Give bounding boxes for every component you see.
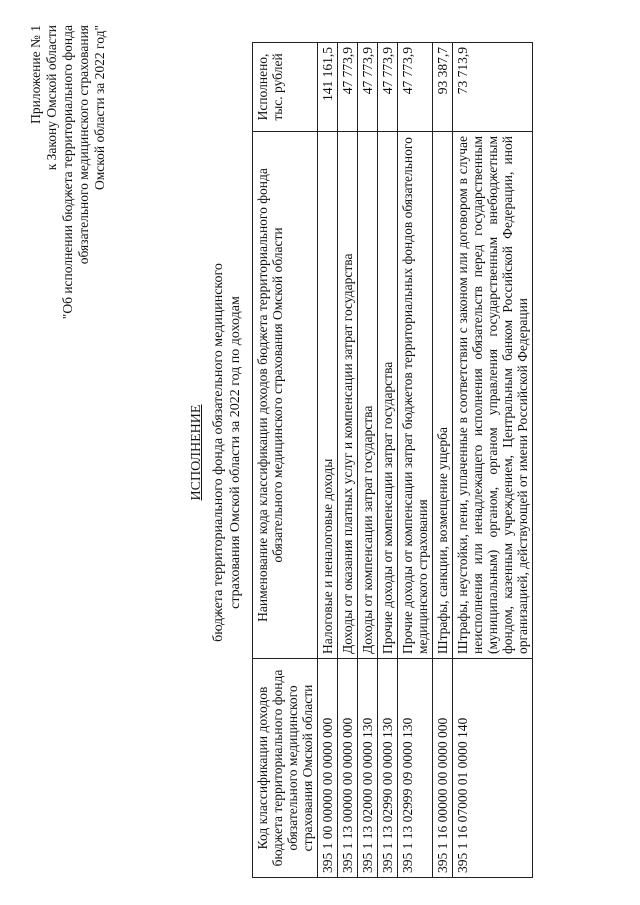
row-name: Прочие доходы от компенсации затрат государства [378, 132, 398, 659]
appendix-note [28, 25, 108, 365]
table-row [338, 43, 358, 878]
row-value: 93 387,7 [433, 43, 453, 132]
row-value: 141 161,5 [318, 43, 338, 132]
row-value: 73 713,9 [453, 43, 533, 132]
table-row [358, 43, 378, 878]
appendix-line: Омской области за 2022 год" [92, 25, 107, 191]
row-code: 395 1 13 02990 00 0000 130 [378, 659, 398, 878]
header-name: Наименование кода классификации доходов бюджета территориального фонда обязательного медицинского страхования Омской области [253, 132, 318, 659]
appendix-line: Приложение № 1 [28, 25, 43, 124]
row-name: Штрафы, неустойки, пени, уплаченные в соответствии с законом или договором в случае неисполнения или ненадлежащего исполнения обязательств перед государственным (муниципальным) органом, органом управления государственным внебюджетным фондом, казенным учреждением, Центральным банком Российской Федерации, иной организацией, действующей от имени Российской Федерации [453, 132, 533, 659]
row-name: Штрафы, санкции, возмещение ущерба [433, 132, 453, 659]
table-row [453, 43, 533, 878]
row-value: 47 773,9 [338, 43, 358, 132]
table-header-row [253, 43, 318, 878]
table-row [433, 43, 453, 878]
row-value: 47 773,9 [358, 43, 378, 132]
row-name: Доходы от оказания платных услуг и компенсации затрат государства [338, 132, 358, 659]
row-code: 395 1 13 00000 00 0000 000 [338, 659, 358, 878]
document-subtitle-line: бюджета территориального фонда обязательного медицинского [211, 263, 226, 642]
document-subtitle-line: страхования Омской области за 2022 год по доходам [228, 296, 243, 609]
table-row [398, 43, 433, 878]
row-code: 395 1 13 02999 09 0000 130 [398, 659, 433, 878]
row-name: Доходы от компенсации затрат государства [358, 132, 378, 659]
row-name: Налоговые и неналоговые доходы [318, 132, 338, 659]
header-code: Код классификации доходов бюджета территориального фонда обязательного медицинского страхования Омской области [253, 659, 318, 878]
table-row [318, 43, 338, 878]
revenue-table [252, 42, 533, 878]
row-code: 395 1 13 02000 00 0000 130 [358, 659, 378, 878]
appendix-line: к Закону Омской области [44, 25, 59, 171]
row-value: 47 773,9 [398, 43, 433, 132]
row-code: 395 1 16 00000 00 0000 000 [433, 659, 453, 878]
document-title-block [188, 120, 244, 785]
row-name: Прочие доходы от компенсации затрат бюджетов территориальных фондов обязательного медицинского страхования [398, 132, 433, 659]
row-value: 47 773,9 [378, 43, 398, 132]
document-title: ИСПОЛНЕНИЕ [189, 404, 204, 501]
row-code: 395 1 00 00000 00 0000 000 [318, 659, 338, 878]
appendix-line: "Об исполнении бюджета территориального фонда [60, 25, 75, 320]
header-value: Исполнено, тыс. рублей [253, 43, 318, 132]
row-code: 395 1 16 07000 01 0000 140 [453, 659, 533, 878]
appendix-line: обязательного медицинского страхования [76, 25, 91, 265]
table-row [378, 43, 398, 878]
